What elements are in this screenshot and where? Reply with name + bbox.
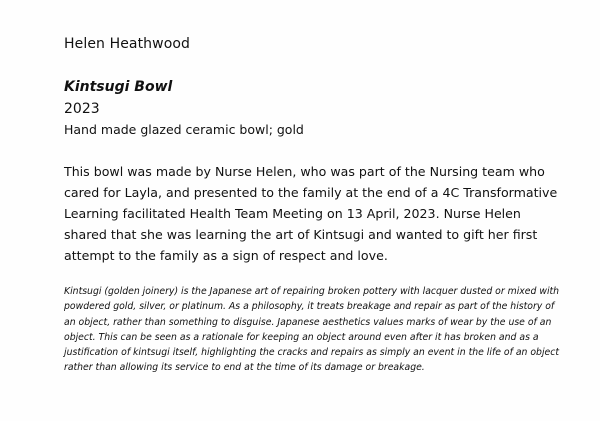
artwork-medium: Hand made glazed ceramic bowl; gold: [64, 122, 304, 137]
kintsugi-note: Kintsugi (golden joinery) is the Japanese art of repairing broken pottery with lacquer dusted or mixed with powdered gold, silver, or platinum. As a philosophy, it treats breakage and repair as part of the history of an object, rather than something to disguise. Japanese aesthetics values marks of wear by the use of an object. This can be seen as a rationale for keeping an object around even after it has broken and as a justification of kintsugi itself, highlighting the cracks and repairs as simply an event in the life of an object rather than allowing its service to end at the time of its damage or breakage.: [64, 286, 560, 374]
artwork-description: This bowl was made by Nurse Helen, who was part of the Nursing team who cared for Layla, and presented to the family at the end of a 4C Transformative Learning facilitated Health Team Meeting on 13 April, 2023. Nurse Helen shared that she was learning the art of Kintsugi and wanted to gift her first attempt to the family as a sign of respect and love.: [64, 164, 558, 263]
artwork-year: 2023: [64, 101, 100, 117]
artwork-title: Kintsugi Bowl: [64, 79, 173, 95]
artist-name: Helen Heathwood: [64, 36, 191, 52]
